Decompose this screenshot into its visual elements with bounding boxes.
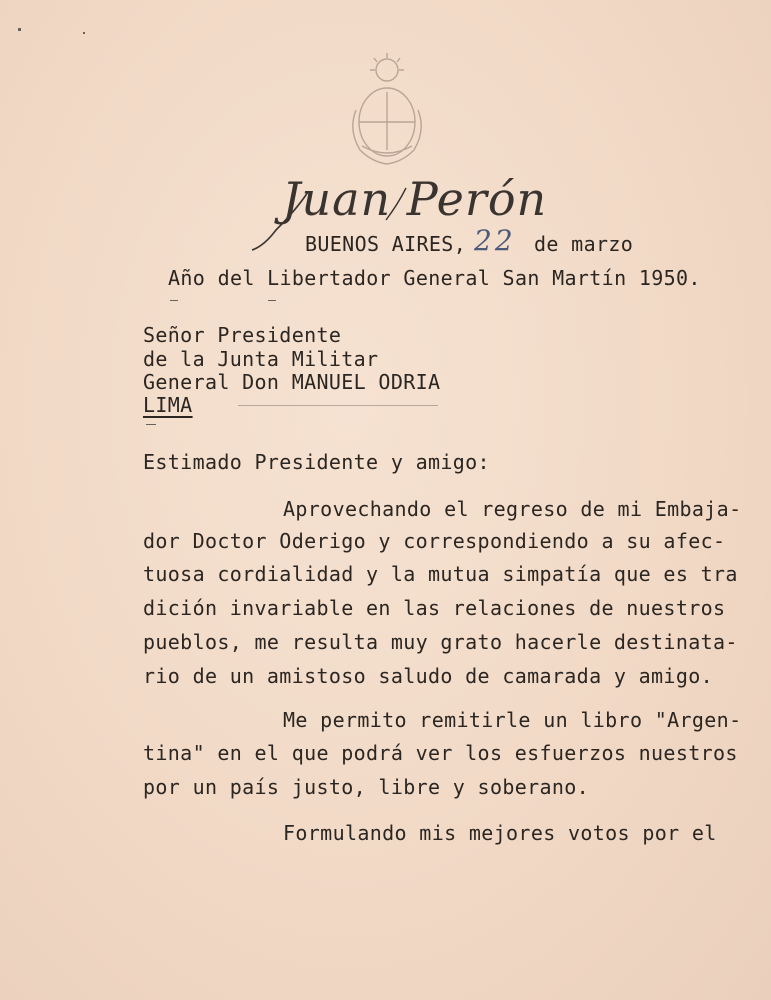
recipient-city: LIMA	[143, 393, 193, 417]
body-line-6: rio de un amistoso saludo de camarada y amigo.	[143, 664, 713, 688]
salutation: Estimado Presidente y amigo:	[143, 450, 490, 474]
paper-speck	[83, 32, 85, 34]
body-line-10: Formulando mis mejores votos por el	[283, 821, 717, 845]
body-line-3: tuosa cordialidad y la mutua simpatía que es tra	[143, 562, 738, 586]
body-line-2: dor Doctor Oderigo y correspondiendo a su afec-	[143, 529, 726, 553]
recipient-line-3: General Don MANUEL ODRIA	[143, 370, 441, 394]
argentine-coat-of-arms-emblem	[344, 50, 430, 170]
commemorative-year-line: Año del Libertador General San Martín 1950.	[168, 266, 701, 290]
letterhead-name: Juan Perón	[282, 172, 548, 226]
body-line-9: por un país justo, libre y soberano.	[143, 775, 590, 799]
body-line-1: Aprovechando el regreso de mi Embaja-	[283, 497, 742, 521]
paper-speck	[170, 300, 178, 301]
recipient-line-2: de la Junta Militar	[143, 347, 379, 371]
paper-speck	[146, 424, 156, 425]
body-line-8: tina" en el que podrá ver los esfuerzos nuestros	[143, 741, 738, 765]
body-line-5: pueblos, me resulta muy grato hacerle destinata-	[143, 630, 738, 654]
date-city: BUENOS AIRES,	[305, 232, 467, 256]
paper-speck	[268, 300, 276, 301]
recipient-line-1: Señor Presidente	[143, 323, 342, 347]
handwritten-day: 22	[474, 224, 516, 257]
date-month: de marzo	[534, 232, 634, 256]
body-line-4: dición invariable en las relaciones de nuestros	[143, 596, 726, 620]
body-line-7: Me permito remitirle un libro "Argen-	[283, 708, 742, 732]
paper-speck	[18, 28, 21, 31]
paper-speck	[238, 405, 438, 406]
